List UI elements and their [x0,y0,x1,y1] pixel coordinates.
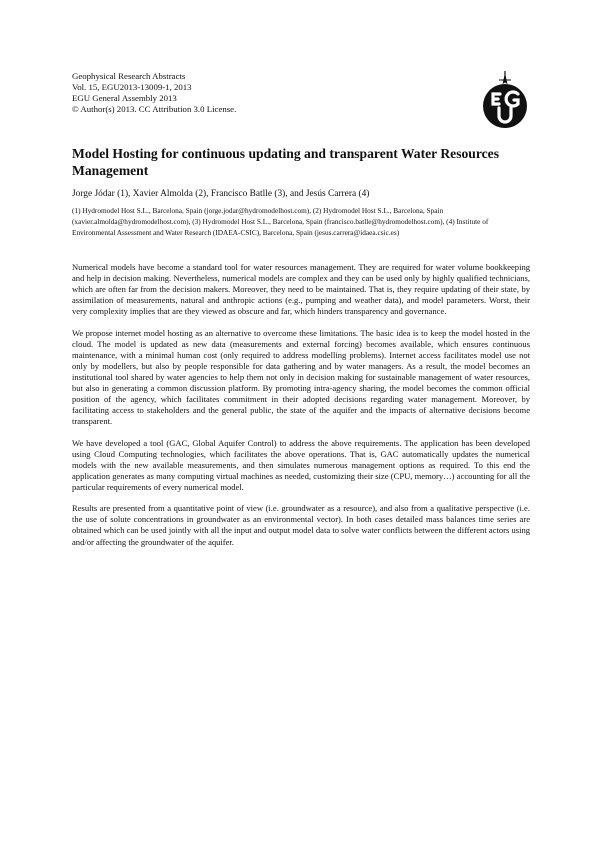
egu-logo [480,70,530,132]
author-list: Jorge Jódar (1), Xavier Almolda (2), Francisco Batlle (3), and Jesús Carrera (4) [72,189,370,199]
assembly-info: EGU General Assembly 2013 [72,93,177,104]
paragraph-3: We have developed a tool (GAC, Global Aquifer Control) to address the above requirements. The application has been developed using Cloud Computing technologies, which facilitates the above operations. That is, GAC automatically updates the numerical models with the new available measurements, and then simulates numerous management options as required. To this end the application generates as many computing virtual machines as needed, customizing their size (CPU, memory…) accounting for all the particular requirements of every numerical model. [72,437,530,492]
abstract-title: Model Hosting for continuous updating and transparent Water Resources Management [72,146,499,178]
volume-info: Vol. 15, EGU2013-13009-1, 2013 [72,82,192,93]
license-info: © Author(s) 2013. CC Attribution 3.0 License. [72,104,237,115]
paragraph-1: Numerical models have become a standard tool for water resources management. They are required for water volume bookkeeping and help in decision making. Nevertheless, numerical models are complex and they can be used only by highly qualified technicians, which are often far from the decision makers. Moreover, they need to be maintained. That is, they require updating of their state, by assimilation of measurements, natural and anthropic actions (e.g., pumping and weather data), and model parameters. Worst, their very complexity implies that are they viewed as obscure and far, which hinders transparency and governance. [72,262,530,317]
paragraph-2: We propose internet model hosting as an alternative to overcome these limitations. The basic idea is to keep the model hosted in the cloud. The model is updated as new data (measurements and external forcing) becomes available, which ensures continuous maintenance, with a minimal human cost (only required to address modelling problems). Internet access facilitates model use not only by modellers, but also by people responsible for data gathering and by water managers. As a result, the model becomes an institutional tool shared by water agencies to help them not only in decision making for sustainable management of water resources, but also in generating a common discussion platform. By promoting intra-agency sharing, the model becomes the common official position of the agency, which facilitates commitment in their adopted decisions regarding water management. Moreover, by facilitating access to stakeholders and the general public, the state of the aquifer and the impacts of alternative decisions become transparent. [72,327,530,427]
journal-header [72,71,372,115]
abstract-body [72,262,530,558]
affiliations: (1) Hydromodel Host S.L., Barcelona, Spain (jorge.jodar@hydromodelhost.com), (2) Hydromodel Host S.L., Barcelona, Spain (xavier.almolda@hydromodelhost.com), (3) Hydromodel Host S.L., Barcelona, Spain (francisco.batlle@hydromodelhost.com), (4) Institute of Environmental Assessment and Water Research (IDAEA-CSIC), Barcelona, Spain (jesus.carrera@idaea.csic.es) [72,206,489,237]
journal-name: Geophysical Research Abstracts [72,71,186,81]
paragraph-4: Results are presented from a quantitative point of view (i.e. groundwater as a resource), and also from a qualitative perspective (i.e. the use of solute concentrations in groundwater as an environmental vector). In both cases detailed mass balances time series are obtained which can be used jointly with all the input and output model data to solve water conflicts between the different actors using and/or affecting the groundwater of the aquifer. [72,503,530,547]
egu-logo-icon [480,70,530,132]
